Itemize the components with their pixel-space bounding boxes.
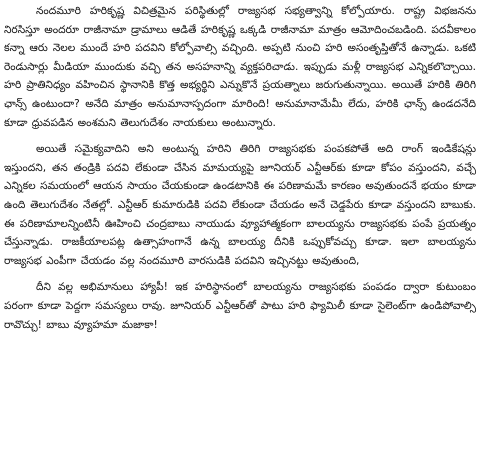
paragraph-1: నందమూరి హరికృష్ణ విచిత్రమైన పరిస్థితుల్లో రాజ్యసభ సభ్యత్వాన్ని కోల్పోయారు. రాష్ట్ర విభజనను నిరసిస్తూ అందరూ రాజీనామా డ్రామాలు ఆడితే హరికృష్ణ ఒక్కడి రాజీనామా మాత్రం ఆమోదించబడింది. పదవీకాలం కన్నా ఆరు నెలల ముందే హరి పదవిని కోల్పోవాల్సి వచ్చింది. అప్పటి నుంచి హరి అసంతృప్తితోనే ఉన్నాడు. ఒకటి రెండుసార్లు మీడియా ముందుకు వచ్చి తన అసహనాన్ని వ్యక్తపరిచాడు. ఇప్పుడు మళ్లీ రాజ్యసభ ఎన్నికలొచ్చాయి. హరి ప్రాతినిధ్యం వహించిన స్థానానికి కొత్త అభ్యర్థిని ఎన్నుకొనే ప్రయత్నాలు జరుగుతున్నాయి. అయితే హరికి తిరిగి ఛాన్స్ ఉంటుందా? అనేది మాత్రం అనుమానాస్పదంగా మారింది! అనుమానామేమీ లేదు, హరికి ఛాన్స్ ఉండదనేది కూడా ధ్రువపడిన అంశమని తెలుగుదేశం నాయకులు అంటున్నారు. (4, 5, 476, 129)
paragraph-3: దీని వల్ల అభిమానులు హ్యాపీ! ఇక హరిస్థానంలో బాలయ్యను రాజ్యసభకు పంపడం ద్వారా కుటుంబం పరంగా కూడా పెద్దగా సమస్యలు రావు. జూనియర్ ఎన్టీఆర్‌తో పాటు హరి ఫ్యామిలీ కూడా సైలెంట్‌గా ఉండిపోవాల్సి రావొచ్చు! బాబు వ్యూహమా మజాకా! (4, 281, 476, 331)
paragraph-2: అయితే సమైక్యవాదిని అని అంటున్న హరిని తిరిగి రాజ్యసభకు పంపకపోతే అది రాంగ్ ఇండికేషన్లు ఇస్తుందని, తన తండ్రికి పదవి లేకుండా చేసిన మామయ్యపై జూనియర్ ఎన్టీఆర్‌కు కూడా కోపం వస్తుందని, వచ్చే ఎన్నికల సమయంలో ఆయన సాయం చేయకుండా ఉండటానికి ఈ పరిణామమే కారణం అవుతుందనే భయం కూడా ఉంది తెలుగుదేశం నేతల్లో. ఎన్టీఆర్ కుమారుడికి పదవి లేకుండా చేయడం అనే చెడ్డపేరు కూడా వస్తుందని బాబుకు. ఈ పరిణామాలన్నింటినీ ఊహించి చంద్రబాబు నాయుడు వ్యూహాత్మకంగా బాలయ్యను రాజ్యసభకు పంపే ప్రయత్నం చేస్తున్నాడు. రాజకీయాలపట్ల ఉత్సాహంగానే ఉన్న బాలయ్య దీనికి ఒప్పుకోవచ్చు కూడా. ఇలా బాలయ్యను రాజ్యసభ ఎంపీగా చేయడం వల్ల నందమూరి వారసుడికి పదవిని ఇచ్చినట్టు అవుతుంది, (4, 143, 476, 267)
